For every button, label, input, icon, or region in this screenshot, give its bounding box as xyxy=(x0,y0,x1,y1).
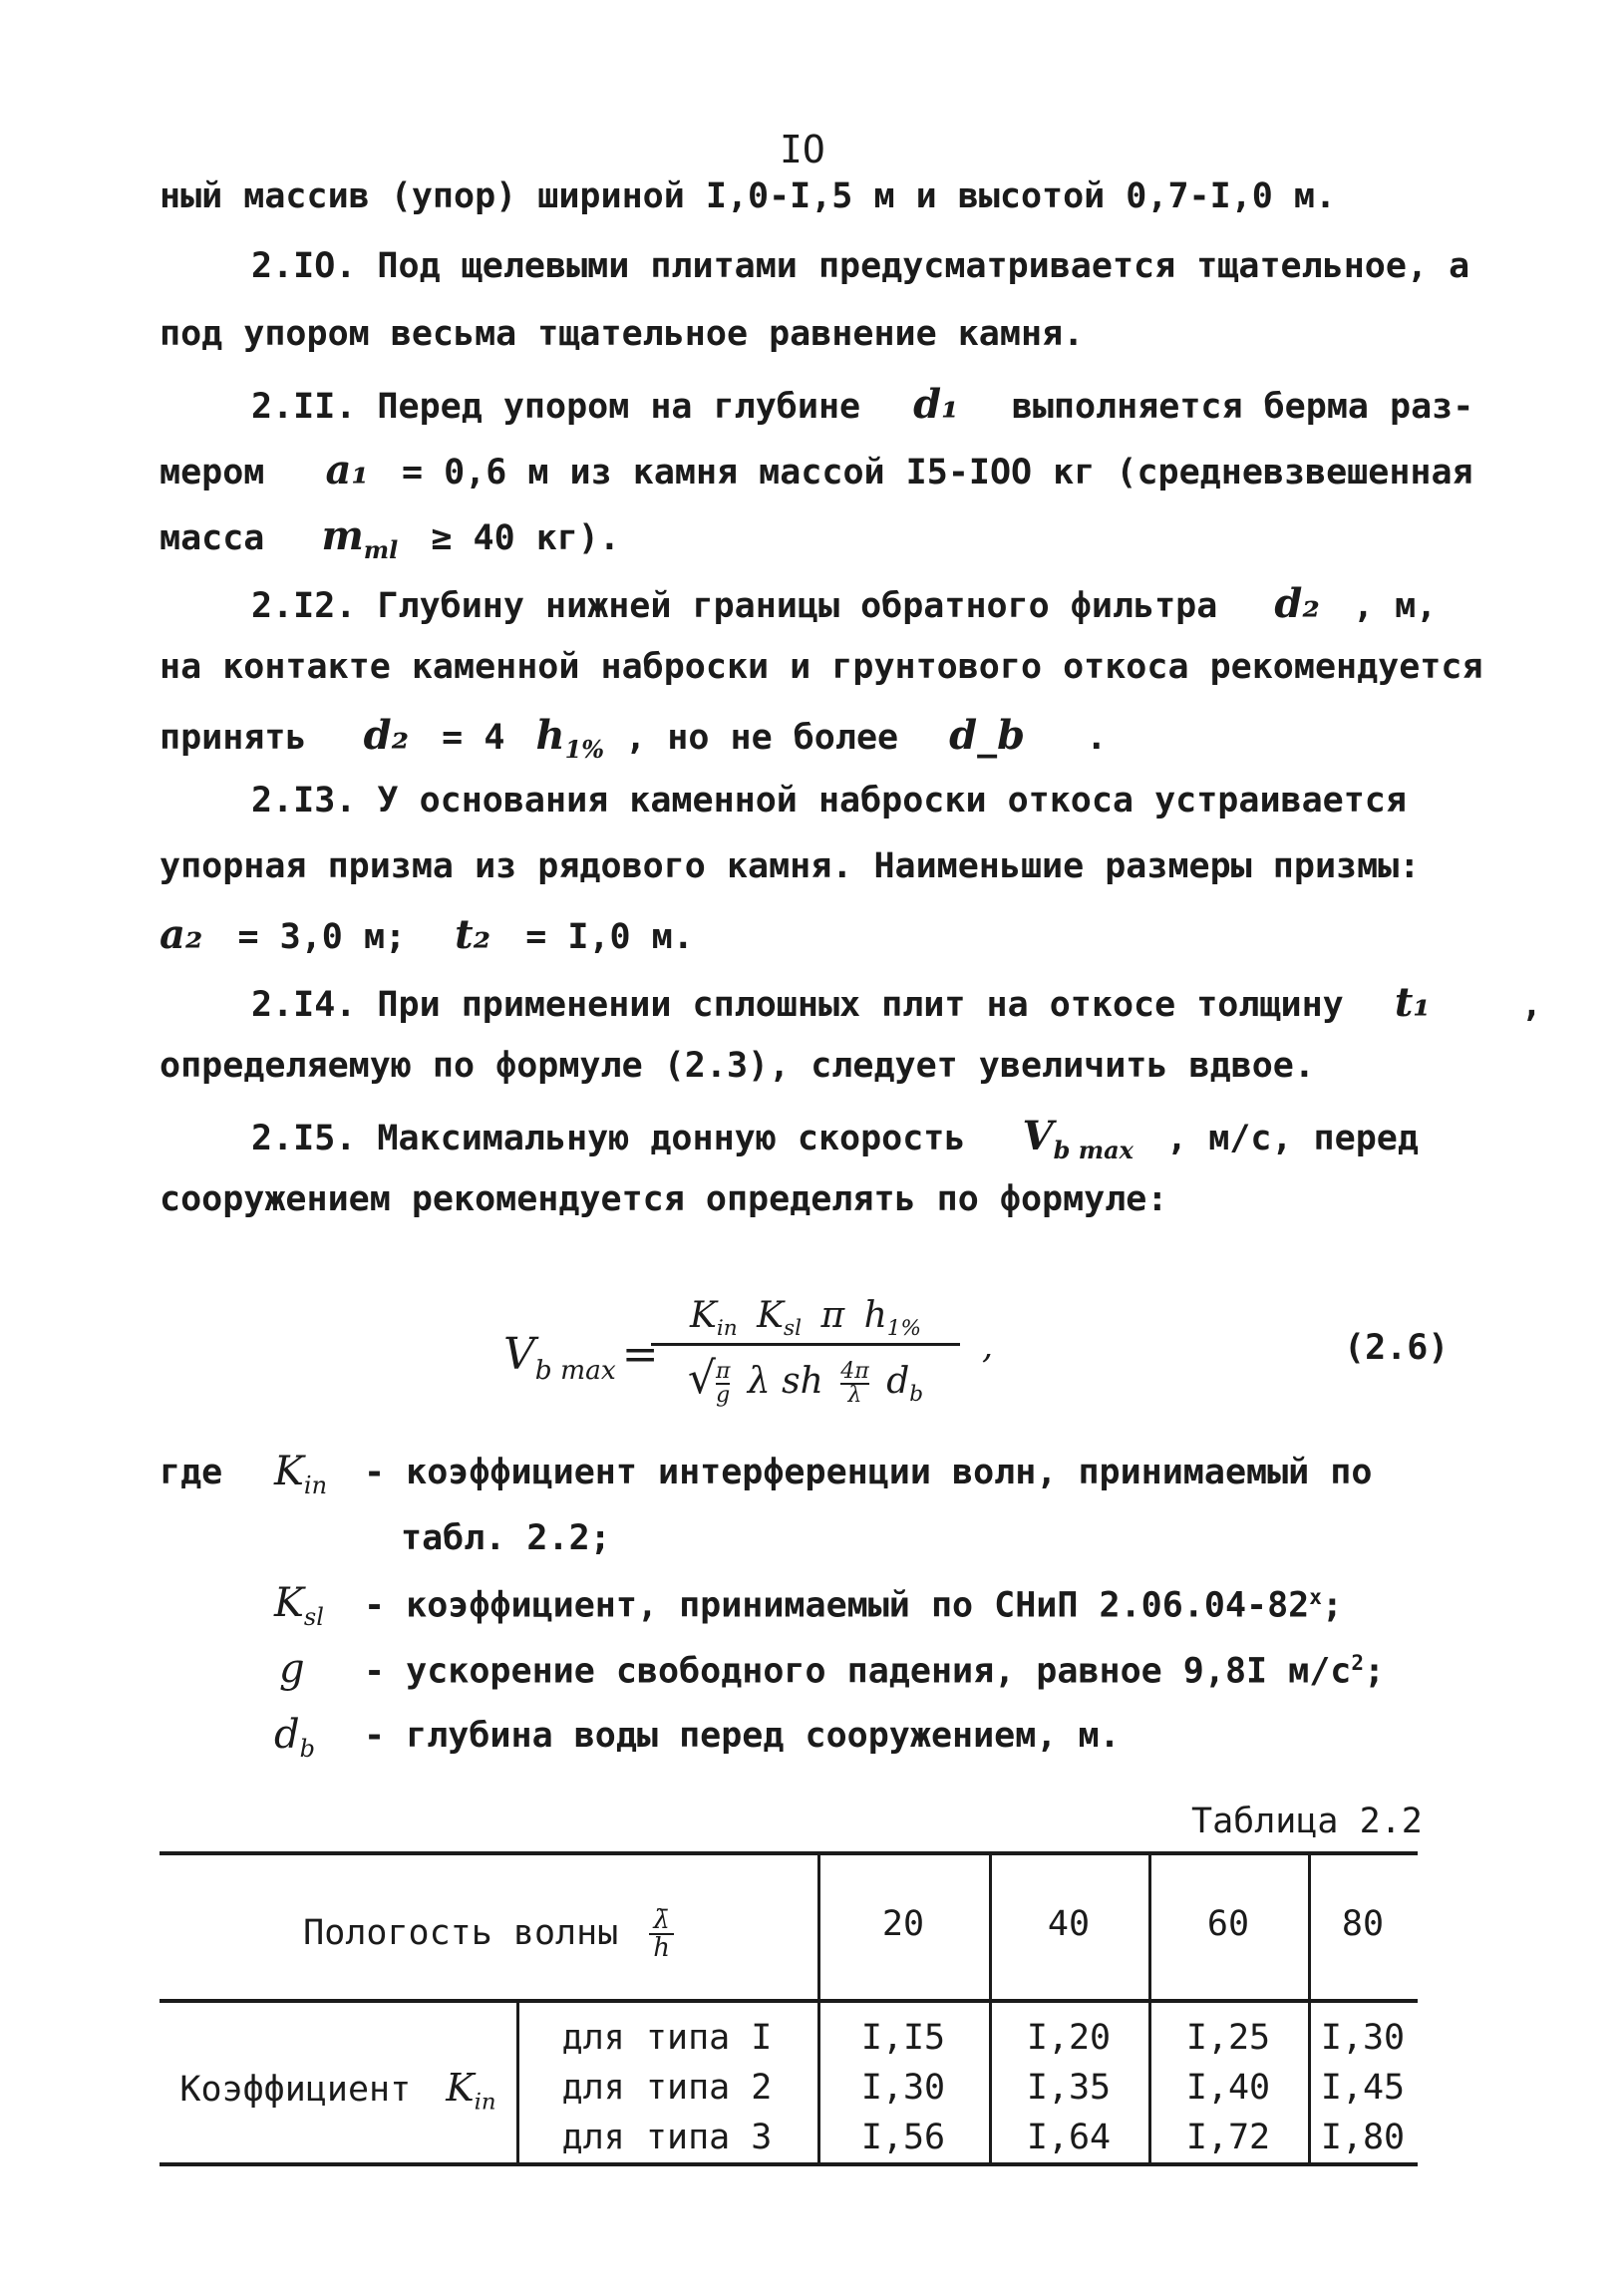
header-label-text: Пологость волны xyxy=(303,1913,619,1953)
para-2-13-line-3 xyxy=(160,911,694,958)
where-item-1-text: - коэффициент интерференции волн, принимаемый по xyxy=(364,1453,1373,1492)
den-frac2-num: 4π xyxy=(840,1359,869,1384)
symbol-h-sub: 1% xyxy=(564,735,605,764)
para-2-12-line-2: на контакте каменной наброски и грунтового откоса рекомендуется xyxy=(160,647,1483,687)
where-item-3-body: - ускорение свободного падения, равное 9,8I м/с xyxy=(364,1651,1352,1692)
formula-lhs-sub: b max xyxy=(534,1354,616,1386)
symbol-v-bmax xyxy=(1022,1113,1134,1164)
symbol-v-sub: b max xyxy=(1053,1136,1134,1164)
para-2-12-text-b: , м, xyxy=(1352,586,1438,626)
formula-lhs xyxy=(503,1329,659,1386)
table-2-2 xyxy=(160,1851,1418,2168)
para-2-15-line-1 xyxy=(251,1113,1419,1164)
para-2-12-text-d: = 4 xyxy=(442,718,505,758)
table-type-1: для типа I xyxy=(561,2018,773,2058)
row-label-symbol xyxy=(446,2066,496,2116)
para-2-11-text-a: 2.II. Перед упором на глубине xyxy=(251,387,861,427)
para-2-11-text-c: мером xyxy=(160,453,265,492)
where-sym-db-d: d xyxy=(274,1712,300,1758)
table-cell-3-4: I,80 xyxy=(1320,2118,1406,2157)
symbol-t1: t₁ xyxy=(1394,979,1431,1026)
symbol-d2: d₂ xyxy=(1274,580,1320,627)
where-sym-ksl xyxy=(274,1580,324,1631)
para-2-15-text-b: , м/с, перед xyxy=(1166,1119,1419,1158)
formula-comma: , xyxy=(982,1327,994,1367)
symbol-v: V xyxy=(1022,1113,1054,1159)
formula-2-6 xyxy=(503,1291,1022,1421)
table-vline-3 xyxy=(1148,1851,1151,2166)
table-cell-3-1: I,56 xyxy=(860,2118,946,2157)
den-frac-pi: π xyxy=(715,1359,731,1384)
where-sym-db-sub: b xyxy=(299,1735,315,1763)
symbol-m-sub: ml xyxy=(363,535,399,564)
where-item-1-text2: табл. 2.2; xyxy=(401,1518,611,1558)
table-top-rule xyxy=(160,1851,1418,1855)
para-2-13-text-b: = I,0 м. xyxy=(525,917,694,957)
symbol-m: m xyxy=(321,512,364,559)
formula-number: (2.6) xyxy=(1344,1328,1450,1368)
where-item-2-sup: x xyxy=(1309,1585,1322,1609)
where-item-2-body: - коэффициент, принимаемый по СНиП 2.06.04-82 xyxy=(364,1585,1310,1626)
where-sym-ksl-k: K xyxy=(274,1580,304,1626)
den-frac-4pi-lambda xyxy=(840,1361,868,1407)
formula-numerator xyxy=(651,1295,960,1341)
where-intro: где xyxy=(160,1453,223,1492)
para-2-11-line-2 xyxy=(160,447,1473,493)
table-col-40: 40 xyxy=(1047,1904,1091,1944)
table-header-rule xyxy=(160,1999,1418,2003)
para-2-12-line-3 xyxy=(160,712,1108,764)
where-sym-ksl-sub: sl xyxy=(303,1603,324,1631)
den-d-sub: b xyxy=(909,1382,924,1408)
symbol-h-1pct xyxy=(535,712,605,764)
formula-lhs-v: V xyxy=(503,1329,535,1380)
num-h-sub: 1% xyxy=(886,1316,922,1342)
table-row-label xyxy=(160,2066,516,2116)
symbol-a2: a₂ xyxy=(160,911,203,958)
num-k1: K xyxy=(689,1295,717,1336)
table-cell-1-1: I,I5 xyxy=(860,2018,946,2058)
where-item-3-sup: 2 xyxy=(1351,1651,1365,1675)
where-item-2-tail: ; xyxy=(1321,1585,1343,1626)
formula-equals: = xyxy=(621,1329,659,1380)
table-col-80: 80 xyxy=(1341,1904,1385,1944)
symbol-h: h xyxy=(535,712,565,759)
para-2-15-line-2: сооружением рекомендуется определять по формуле: xyxy=(160,1179,1168,1219)
symbol-d1: d₁ xyxy=(913,381,959,428)
symbol-db: d_b xyxy=(949,712,1026,759)
table-cell-2-2: I,35 xyxy=(1026,2068,1112,2108)
table-cell-3-3: I,72 xyxy=(1185,2118,1271,2157)
where-sym-kin-k: K xyxy=(274,1449,304,1494)
table-type-3: для типа 3 xyxy=(561,2118,773,2157)
table-type-2: для типа 2 xyxy=(561,2068,773,2108)
para-2-13-text-a: = 3,0 м; xyxy=(237,917,407,957)
num-h: h xyxy=(863,1295,887,1336)
num-k1-sub: in xyxy=(716,1316,738,1342)
table-cell-3-2: I,64 xyxy=(1026,2118,1112,2157)
symbol-t2: t₂ xyxy=(455,911,491,958)
where-sym-kin-sub: in xyxy=(303,1472,328,1499)
formula-denominator xyxy=(651,1353,960,1407)
table-vline-1 xyxy=(817,1851,820,2166)
den-d: d xyxy=(886,1361,910,1402)
para-2-10-line-1: 2.IO. Под щелевыми плитами предусматривается тщательное, а xyxy=(251,246,1470,286)
text-line-1: ный массив (упор) шириной I,0-I,5 м и высотой 0,7-I,0 м. xyxy=(160,176,1337,216)
table-cell-2-4: I,45 xyxy=(1320,2068,1406,2108)
where-item-3-text xyxy=(364,1653,1385,1690)
para-2-11-line-1 xyxy=(251,381,1474,428)
num-k2-sub: sl xyxy=(784,1316,803,1342)
para-2-12-text-e: , но не более xyxy=(625,718,899,758)
para-2-12-text-f: . xyxy=(1086,718,1108,758)
den-frac2-den: λ xyxy=(847,1383,862,1408)
para-2-12-line-1 xyxy=(251,580,1438,627)
symbol-m-ml xyxy=(321,512,399,564)
table-col-60: 60 xyxy=(1206,1904,1250,1944)
header-frac xyxy=(649,1907,673,1961)
header-frac-den: h xyxy=(653,1933,670,1963)
where-sym-g: g xyxy=(279,1646,305,1692)
para-2-10-line-2: под упором весьма тщательное равнение камня. xyxy=(160,314,1085,354)
para-2-13-line-1: 2.I3. У основания каменной наброски откоса устраивается xyxy=(251,781,1407,820)
para-2-11-text-e: масса xyxy=(160,518,265,558)
header-frac-num: λ̄ xyxy=(649,1907,673,1935)
den-frac-g: g xyxy=(716,1383,731,1408)
symbol-d2-b: d₂ xyxy=(363,712,410,759)
table-cell-2-3: I,40 xyxy=(1185,2068,1271,2108)
para-2-13-line-2: упорная призма из рядового камня. Наименьшие размеры призмы: xyxy=(160,846,1421,886)
den-sqrt: √ xyxy=(687,1353,716,1404)
table-bottom-rule xyxy=(160,2162,1418,2166)
where-item-3-tail: ; xyxy=(1364,1651,1386,1692)
para-2-15-text-a: 2.I5. Максимальную донную скорость xyxy=(251,1119,966,1158)
formula-fraction-bar xyxy=(651,1343,960,1346)
where-item-4-text: - глубина воды перед сооружением, м. xyxy=(364,1716,1121,1756)
table-header-label xyxy=(160,1907,817,1961)
row-label-text: Коэффициент xyxy=(179,2070,412,2110)
num-pi: π xyxy=(820,1295,845,1336)
den-body: λ sh xyxy=(747,1361,823,1402)
para-2-11-text-b: выполняется берма раз- xyxy=(1011,387,1474,427)
table-vline-4 xyxy=(1308,1851,1311,2166)
para-2-12-text-c: принять xyxy=(160,718,307,758)
row-sym-k: K xyxy=(446,2066,475,2110)
para-2-14-line-1 xyxy=(251,979,1542,1026)
table-title: Таблица 2.2 xyxy=(1191,1802,1423,1841)
para-2-14-text-a: 2.I4. При применении сплошных плит на откосе толщину xyxy=(251,985,1344,1025)
para-2-11-text-f: ≥ 40 кг). xyxy=(431,518,621,558)
where-sym-kin xyxy=(274,1449,328,1499)
where-item-2-text xyxy=(364,1587,1343,1624)
para-2-11-line-3 xyxy=(160,512,621,564)
row-sym-sub: in xyxy=(474,2089,496,2116)
table-vline-2 xyxy=(989,1851,992,2166)
para-2-12-text-a: 2.I2. Глубину нижней границы обратного фильтра xyxy=(251,586,1218,626)
para-2-11-text-d: = 0,6 м из камня массой I5-IOO кг (средневзвешенная xyxy=(401,453,1473,492)
symbol-a1: a₁ xyxy=(325,447,369,493)
para-2-14-line-2: определяемую по формуле (2.3), следует увеличить вдвое. xyxy=(160,1046,1315,1086)
where-sym-db xyxy=(274,1712,315,1763)
den-frac-pi-g xyxy=(716,1361,730,1407)
page-number: IO xyxy=(780,128,825,171)
num-k2: K xyxy=(757,1295,785,1336)
table-cell-1-4: I,30 xyxy=(1320,2018,1406,2058)
table-cell-1-3: I,25 xyxy=(1185,2018,1271,2058)
table-cell-2-1: I,30 xyxy=(860,2068,946,2108)
table-col-20: 20 xyxy=(881,1904,925,1944)
table-cell-1-2: I,20 xyxy=(1026,2018,1112,2058)
para-2-14-text-b: , xyxy=(1520,985,1542,1025)
